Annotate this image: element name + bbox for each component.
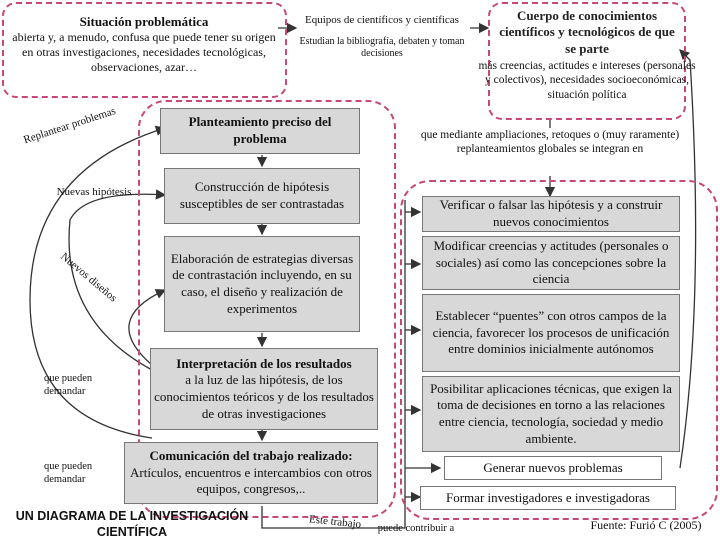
cuerpo-text: más creencias, actitudes e intereses (personales y colectivos), necesidades socioeconómicas, situación política — [478, 59, 696, 101]
cuerpo-block — [478, 8, 696, 102]
situacion-title: Situación problemática — [79, 14, 209, 29]
box-aplicaciones: Posibilitar aplicaciones técnicas, que exigen la toma de decisiones en torno a las relaciones entre ciencia, tecnología, sociedad y medio ambiente. — [422, 376, 680, 452]
equipos-text: Estudian la bibliografía, debaten y toman decisiones — [299, 35, 465, 59]
box-formar: Formar investigadores e investigadoras — [420, 486, 676, 510]
situacion-block — [6, 14, 282, 75]
situacion-text: abierta y, a menudo, confusa que puede tener su origen en otras investigaciones, necesidades tecnológicas, observaciones, azar… — [12, 30, 276, 75]
box-modificar: Modificar creencias y actitudes (personales o sociales) así como las concepciones sobre la ciencia — [422, 236, 680, 290]
ampliaciones-text: que mediante ampliaciones, retoques o (muy raramente) replanteamientos globales se integran en — [420, 129, 680, 156]
comunicacion-title: Comunicación del trabajo realizado: — [149, 448, 353, 464]
interpretacion-title: Interpretación de los resultados — [176, 355, 352, 371]
replantear-label: Replantear problemas — [22, 105, 118, 147]
box-comunicacion — [124, 442, 378, 504]
puede-contribuir-label: puede contribuir a — [377, 523, 455, 534]
box-generar: Generar nuevos problemas — [444, 456, 662, 480]
nuevas-hipotesis-label: Nuevas hipótesis — [56, 186, 132, 198]
box-hipotesis: Construcción de hipótesis susceptibles de ser contrastadas — [164, 168, 360, 224]
equipos-title: Equipos de científicos y científicas — [305, 14, 459, 26]
fuente-label: Fuente: Furió C (2005) — [590, 518, 702, 532]
diagram-title: UN DIAGRAMA DE LA INVESTIGACIÓN CIENTÍFICA — [15, 509, 249, 540]
demandar-label-2: que pueden demandar — [44, 461, 93, 486]
box-interpretacion — [150, 348, 378, 430]
nuevos-disenos-label: Nuevos diseños — [58, 250, 120, 305]
box-puentes: Establecer “puentes” con otros campos de la ciencia, favorecer los procesos de unificación entre dominios inicialmente autónomos — [422, 294, 680, 372]
demandar-label-1: que pueden demandar — [44, 373, 93, 398]
este-trabajo-label: Este trabajo — [308, 513, 362, 531]
equipos-block — [290, 14, 474, 60]
box-planteamiento: Planteamiento preciso del problema — [160, 108, 360, 154]
comunicacion-text: Artículos, encuentros e intercambios con otros equipos, congresos,.. — [130, 464, 372, 497]
box-estrategias: Elaboración de estrategias diversas de contrastación incluyendo, en su caso, el diseño y realización de experimentos — [164, 236, 360, 332]
cuerpo-title: Cuerpo de conocimientos científicos y tecnológicos de que se parte — [499, 8, 675, 56]
interpretacion-text: a la luz de las hipótesis, de los conocimientos teóricos y de los resultados de otras investigaciones — [154, 372, 374, 421]
box-verificar: Verificar o falsar las hipótesis y a construir nuevos conocimientos — [422, 196, 680, 232]
